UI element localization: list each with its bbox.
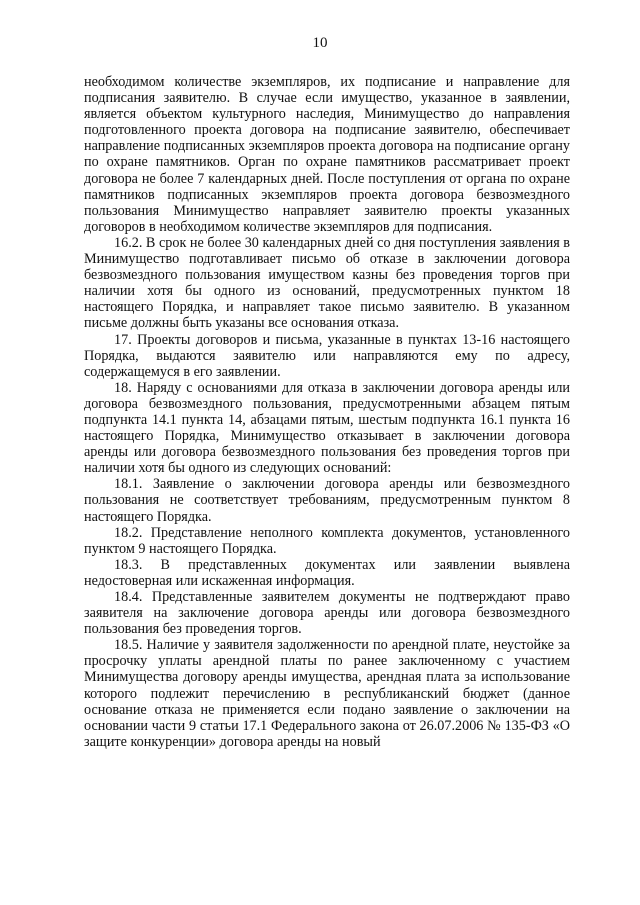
paragraph-18-4: 18.4. Представленные заявителем документы не подтверждают право заявителя на заключение договора аренды или договора безвозмездного пользования без проведения торгов.	[84, 589, 570, 638]
paragraph-18: 18. Наряду с основаниями для отказа в заключении договора аренды или договора безвозмездного пользования, предусмотренными абзацем пятым подпункта 14.1 пункта 14, абзацами пятым, шестым подпункта 16.1 пункта 16 настоящего Порядка, Минимущество отказывает в заключении договора аренды или договора безвозмездного пользования без проведения торгов при наличии хотя бы одного из следующих оснований:	[84, 379, 570, 477]
paragraph-18-2: 18.2. Представление неполного комплекта документов, установленного пунктом 9 настоящего Порядка.	[84, 524, 570, 557]
page-number: 10	[312, 35, 328, 51]
paragraph-18-3: 18.3. В представленных документах или заявлении выявлена недостоверная или искаженная информация.	[84, 556, 570, 589]
paragraph-continuation: необходимом количестве экземпляров, их подписание и направление для подписания заявителю. В случае если имущество, указанное в заявлении, является объектом культурного наследия, Минимущество до направления подготовленного проекта договора на подписание заявителю, обеспечивает направление подписанных экземпляров проекта договора на подписание органу по охране памятников. Орган по охране памятников рассматривает проект договора не более 7 календарных дней. После поступления от органа по охране памятников подписанных экземпляров проекта договора безвозмездного пользования Минимущество направляет заявителю проекты указанных договоров в необходимом количестве экземпляров для подписания.	[84, 74, 570, 235]
paragraph-18-5: 18.5. Наличие у заявителя задолженности по арендной плате, неустойке за просрочку уплаты арендной платы по ранее заключенному с участием Минимущества договору аренды имущества, арендная плата за использование которого подлежит перечислению в республиканский бюджет (данное основание отказа не применяется если подано заявление о заключении на основании части 9 статьи 17.1 Федерального закона от 26.07.2006 № 135-ФЗ «О защите конкуренции» договора аренды на новый	[84, 637, 570, 750]
paragraph-18-1: 18.1. Заявление о заключении договора аренды или безвозмездного пользования не соответствует требованиям, предусмотренным пунктом 8 настоящего Порядка.	[84, 476, 570, 525]
paragraph-16-2: 16.2. В срок не более 30 календарных дней со дня поступления заявления в Минимущество подготавливает письмо об отказе в заключении договора безвозмездного пользования имуществом казны без проведения торгов при наличии хотя бы одного из оснований, предусмотренных пунктом 18 настоящего Порядка, и направляет такое письмо заявителю. В указанном письме должны быть указаны все основания отказа.	[84, 234, 570, 332]
paragraph-17: 17. Проекты договоров и письма, указанные в пунктах 13-16 настоящего Порядка, выдаются заявителю или направляются ему по адресу, содержащемуся в его заявлении.	[84, 331, 570, 380]
document-body	[84, 74, 570, 750]
